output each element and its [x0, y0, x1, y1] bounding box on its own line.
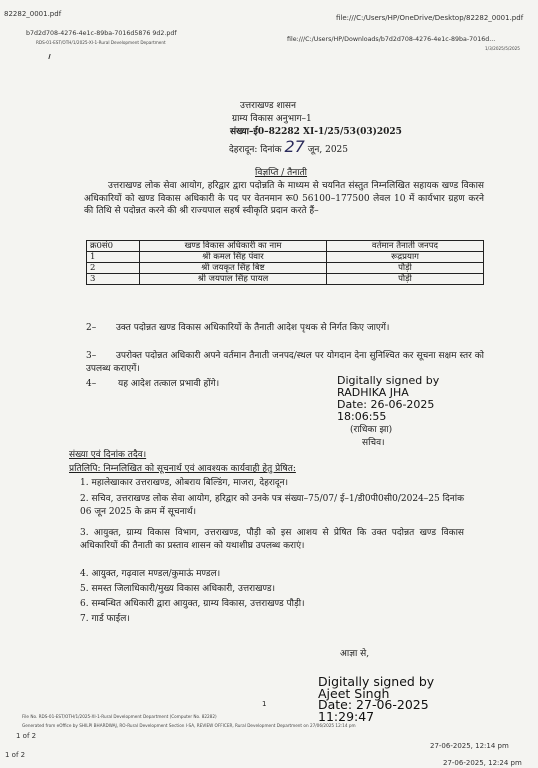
header-left-filename: 82282_0001.pdf — [4, 10, 62, 18]
header-right-page: 1/3/2025/5/2025 — [485, 46, 520, 51]
table-header-cell: खण्ड विकास अधिकारी का नाम — [140, 241, 327, 252]
date-suffix: जून, 2025 — [307, 145, 349, 155]
header-left-id: b7d2d708-4276-4e1c-89ba-7016d5876 9d2.pdf — [26, 30, 177, 37]
table-cell: पौड़ी — [327, 263, 484, 274]
footer-page-of-1: 1 of 2 — [16, 732, 37, 740]
signature-1-line: 18:06:55 — [337, 410, 387, 423]
table-header-row — [87, 241, 484, 252]
copy-heading: प्रतिलिपि: निम्नलिखित को सूचनार्थ एवं आवश्यक कार्यवाही हेतु प्रेषित: — [69, 464, 296, 474]
copy-item-5: 5. समस्त जिलाधिकारी/मुख्य विकास अधिकारी, उत्तराखण्ड। — [80, 584, 275, 594]
footer-page-of-2: 1 of 2 — [5, 751, 26, 759]
closing-line: आज्ञा से, — [340, 649, 370, 659]
notice-body: उत्तराखण्ड लोक सेवा आयोग, हरिद्वार द्वारा पदोन्नति के माध्यम से चयनित संस्तुत निम्नलिखित सहायक खण्ड विकास अधिकारियों को खण्ड विकास अधिकारी के पद पर वेतनमान रू0 56100–177500 लेवल 10 में कार्यभार ग्रहण करने की तिथि से पदोन्नत करने की श्री राज्यपाल सहर्ष स्वीकृति प्रदान करते हैं– — [84, 181, 484, 216]
copy-item-3: 3. आयुक्त, ग्राम्य विकास विभाग, उत्तराखण्ड, पौड़ी को इस आशय से प्रेषित कि उक्त पदोन्नत खण्ड विकास अधिकारियों की तैनाती का प्रस्ताव शासन को यथाशीघ्र उपलब्ध कराएं। — [80, 528, 464, 551]
footer-generated: Generated from eOffice by SHILPI BHARDWAJ, RO-Rural Development Section I-SA, REVIEW OFFICER, Rural Development Department on 27/06/2025 12:14 pm — [22, 723, 356, 728]
copy-number-date: संख्या एवं दिनांक तदैव। — [69, 450, 147, 460]
table-cell: 3 — [87, 274, 140, 285]
table-cell: 2 — [87, 263, 140, 274]
letter-number: संख्या–ई0–82282 XI-1/25/53(03)2025 — [230, 127, 402, 137]
signatory-1-designation: सचिव। — [362, 438, 385, 448]
point-2-text: उक्त पदोन्नत खण्ड विकास अधिकारियों के तैनाती आदेश पृथक से निर्गत किए जाएगें। — [116, 323, 390, 333]
signature-1-line: Digitally signed by — [337, 374, 440, 387]
signatory-1-name: (राधिका झा) — [350, 425, 393, 435]
table-row — [87, 263, 484, 274]
footer-timestamp-1: 27-06-2025, 12:14 pm — [430, 742, 509, 750]
table-header-cell: क्र0सं0 — [87, 241, 140, 252]
digital-signature-1 — [337, 375, 439, 423]
copy-item-1: 1. महालेखाकार उत्तराखण्ड, ओबराय बिल्डिंग, माजरा, देहरादून। — [80, 478, 289, 488]
signature-1-line: Date: 26-06-2025 — [337, 398, 435, 411]
footer-timestamp-2: 27-06-2025, 12:24 pm — [443, 759, 522, 767]
header-left-sub: RDS-01-EST/OTH/1/2025-XI-1-Rural Development Department — [36, 40, 166, 45]
copy-item-4: 4. आयुक्त, गढ़वाल मण्डल/कुमाऊं मण्डल। — [80, 569, 221, 579]
table-cell: पौड़ी — [327, 274, 484, 285]
notice-title: विज्ञप्ति / तैनाती — [255, 168, 308, 178]
table-cell: श्री कमल सिंह पंवार — [140, 252, 327, 263]
officers-table — [86, 240, 484, 285]
scan-mark — [48, 54, 55, 59]
copy-item-7: 7. गार्ड फाईल। — [80, 614, 130, 624]
page-number: 1 — [262, 700, 267, 708]
table-cell: श्री जयपाल सिंह पायल — [140, 274, 327, 285]
signature-2-line: Date: 27-06-2025 — [318, 697, 429, 712]
table-cell: 1 — [87, 252, 140, 263]
signature-1-line: RADHIKA JHA — [337, 386, 409, 399]
signature-2-line: Ajeet Singh — [318, 685, 390, 701]
header-right-path-2: file:///C:/Users/HP/Downloads/b7d2d708-4276-4e1c-89ba-7016d... — [287, 36, 496, 43]
digital-signature-2 — [318, 676, 434, 722]
date-prefix: देहरादून: दिनांक — [229, 145, 282, 155]
point-4-number: 4– — [86, 379, 97, 389]
table-cell: श्री जयकृत सिंह बिष्ट — [140, 263, 327, 274]
government-name: उत्तराखण्ड शासन — [240, 101, 297, 111]
section-name: ग्राम्य विकास अनुभाग–1 — [232, 114, 312, 124]
header-right-path-1: file:///C:/Users/HP/OneDrive/Desktop/82282_0001.pdf — [336, 14, 524, 22]
copy-item-2: 2. सचिव, उत्तराखण्ड लोक सेवा आयोग, हरिद्वार को उनके पत्र संख्या–75/07/ ई–1/डी0पी0सी0/2024–25 दिनांक 06 जून 2025 के क्रम में सूचनार्थ। — [80, 494, 464, 517]
table-row — [87, 252, 484, 263]
footer-file-no: File No. RDS-01-EST/OTH/1/2025-XI-1-Rural Development Department (Computer No. 82282) — [22, 714, 217, 719]
signature-2-line: 11:29:47 — [318, 708, 375, 724]
point-3-number: 3– — [86, 351, 97, 361]
signature-2-line: Digitally signed by — [318, 674, 435, 689]
point-2-number: 2– — [86, 323, 97, 333]
table-header-cell: वर्तमान तैनाती जनपद — [327, 241, 484, 252]
table-cell: रूद्रप्रयाग — [327, 252, 484, 263]
point-3-text: उपरोक्त पदोन्नत अधिकारी अपने वर्तमान तैनाती जनपद/स्थल पर योगदान देना सुनिश्चित कर सूचना सक्षम स्तर को उपलब्ध कराएगें। — [86, 351, 484, 374]
letter-date — [229, 137, 349, 157]
table-row — [87, 274, 484, 285]
copy-item-6: 6. सम्बन्धित अधिकारी द्वारा आयुक्त, ग्राम्य विकास, उत्तराखण्ड पौड़ी। — [80, 599, 305, 609]
date-day-handwritten: 27 — [284, 137, 305, 156]
point-4-text: यह आदेश तत्काल प्रभावी होंगे। — [118, 379, 220, 389]
